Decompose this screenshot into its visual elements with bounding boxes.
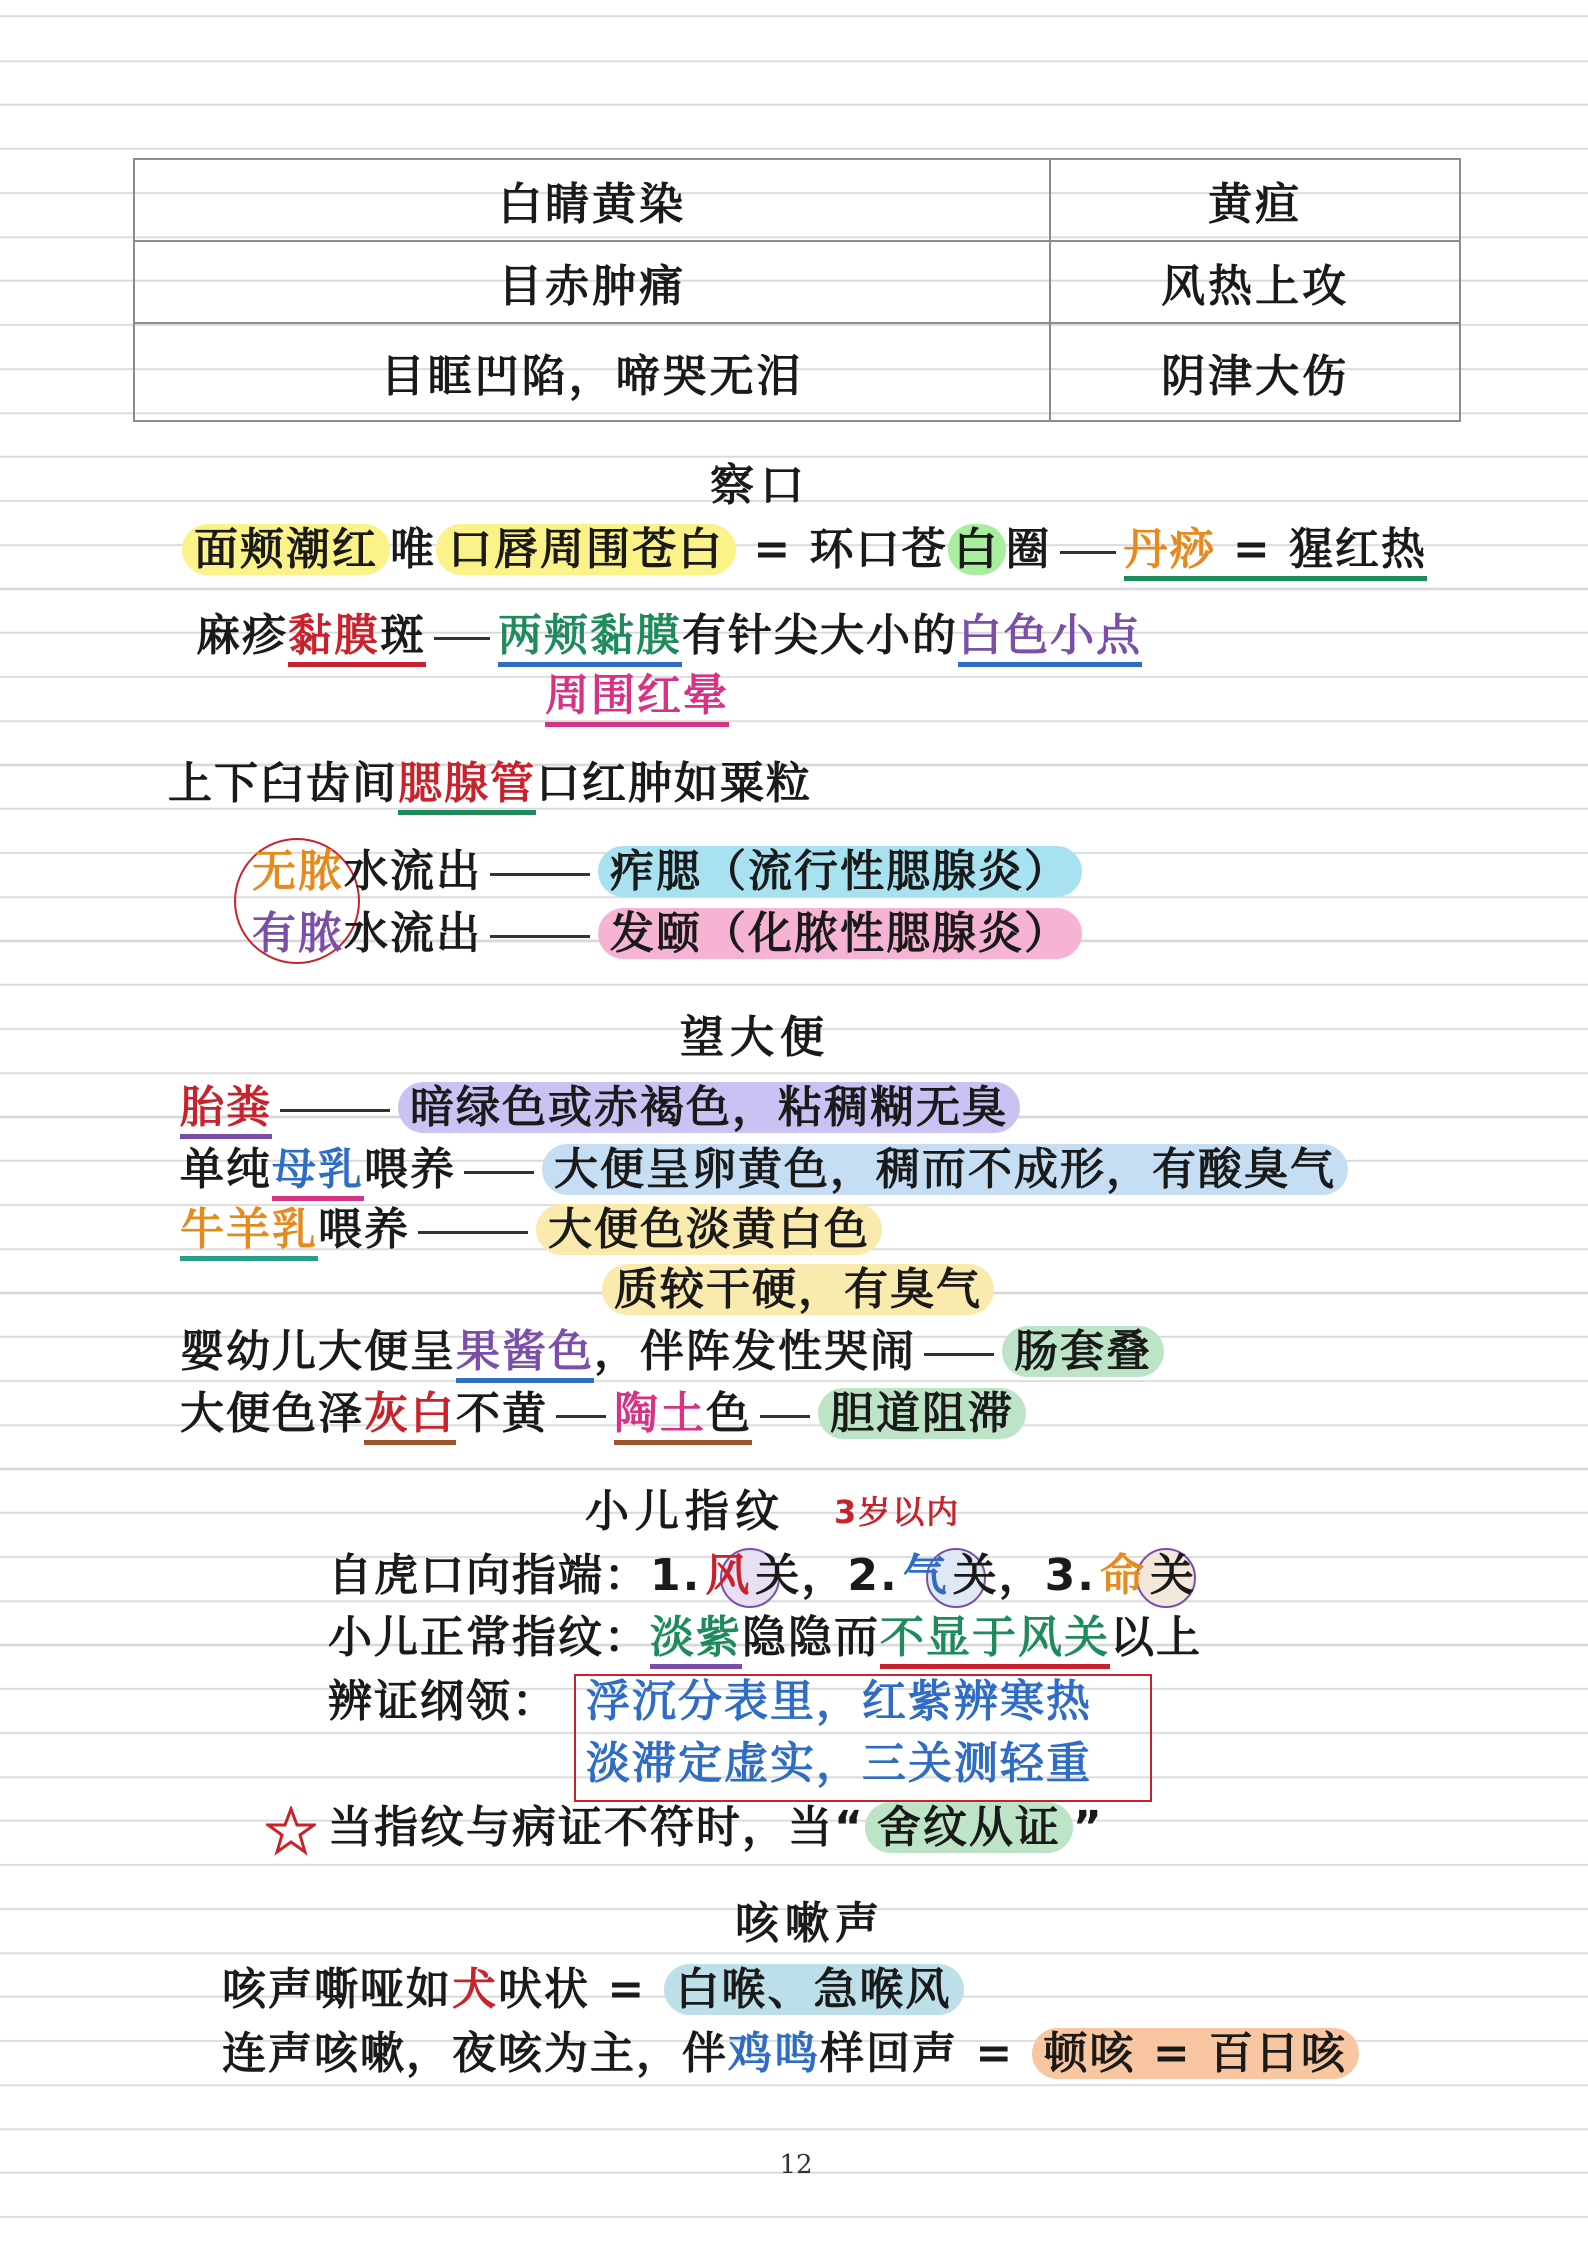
text: 不显于风关 bbox=[880, 1612, 1110, 1669]
text: 关，2. bbox=[755, 1550, 899, 1601]
text: 大便色泽 bbox=[180, 1388, 364, 1439]
dash bbox=[924, 1353, 994, 1356]
page-number: 12 bbox=[779, 2150, 813, 2180]
table-cell: 白睛黄染 bbox=[134, 159, 1050, 241]
highlight: 大便色淡黄白色 bbox=[536, 1204, 882, 1255]
line-mouth-1 bbox=[182, 522, 1427, 578]
highlight: 暗绿色或赤褐色，粘稠糊无臭 bbox=[398, 1082, 1020, 1133]
text: 命 bbox=[1100, 1550, 1147, 1601]
text: 连声咳嗽，夜咳为主，伴 bbox=[222, 2028, 728, 2079]
highlight: 口唇周围苍白 bbox=[436, 524, 736, 575]
text: = 环口苍 bbox=[736, 524, 948, 575]
text: 上下臼齿间 bbox=[168, 758, 398, 809]
text: 两颊黏膜 bbox=[498, 610, 682, 667]
dash bbox=[490, 935, 590, 938]
text: 有脓 bbox=[252, 908, 344, 959]
text: 辨证纲领： bbox=[328, 1676, 558, 1727]
text: 麻疹 bbox=[196, 610, 288, 661]
table-cell: 目眶凹陷，啼哭无泪 bbox=[134, 323, 1050, 421]
text: 单纯 bbox=[180, 1144, 272, 1195]
section-title-cough: 咳嗽声 bbox=[735, 1898, 885, 1949]
star-icon bbox=[266, 1806, 316, 1856]
text: “ bbox=[834, 1802, 865, 1853]
dash bbox=[760, 1415, 810, 1418]
table-row bbox=[134, 241, 1460, 323]
text: 无脓 bbox=[252, 846, 344, 897]
text: 水流出 bbox=[344, 846, 482, 897]
text: 色 bbox=[706, 1388, 752, 1445]
highlight: 质较干硬，有臭气 bbox=[602, 1264, 994, 1315]
text: 白色小点 bbox=[958, 610, 1142, 667]
text: 圈 bbox=[1005, 524, 1052, 575]
line-stool-3 bbox=[180, 1202, 882, 1258]
sign-table bbox=[133, 158, 1461, 422]
text: 小儿正常指纹： bbox=[328, 1612, 650, 1663]
text: 关 bbox=[1150, 1550, 1197, 1601]
highlight: 痄腮（流行性腮腺炎） bbox=[598, 846, 1082, 897]
text: 黏膜 bbox=[288, 610, 380, 667]
text: 牛羊乳 bbox=[180, 1204, 318, 1261]
highlight: 白 bbox=[948, 524, 1006, 575]
line-mouth-2 bbox=[196, 608, 1142, 664]
text: 胎粪 bbox=[180, 1082, 272, 1139]
dash bbox=[418, 1231, 528, 1234]
text: 气 bbox=[902, 1550, 949, 1601]
table-cell: 黄疸 bbox=[1050, 159, 1460, 241]
section-title-fingerprint: 小儿指纹 bbox=[585, 1486, 785, 1537]
text: 口红肿如粟粒 bbox=[536, 758, 812, 809]
highlight: 白喉、急喉风 bbox=[664, 1964, 964, 2015]
line-stool-2 bbox=[180, 1142, 1348, 1198]
text: 喂养 bbox=[318, 1204, 410, 1255]
section-title-stool: 望大便 bbox=[680, 1012, 830, 1063]
dash bbox=[490, 873, 590, 876]
text: 喂养 bbox=[364, 1144, 456, 1195]
highlight: 胆道阻滞 bbox=[818, 1388, 1026, 1439]
text: 以上 bbox=[1110, 1612, 1202, 1663]
text: 鸡鸣 bbox=[728, 2028, 820, 2079]
line-finger-1 bbox=[328, 1548, 1196, 1604]
text: 关，3. bbox=[952, 1550, 1097, 1601]
text: 丹痧 bbox=[1124, 524, 1216, 581]
highlight: 大便呈卵黄色，稠而不成形，有酸臭气 bbox=[542, 1144, 1348, 1195]
text: 陶土 bbox=[614, 1388, 706, 1445]
text: 浮沉分表里，红紫辨寒热 bbox=[586, 1676, 1092, 1727]
text: 唯 bbox=[390, 524, 436, 575]
dash bbox=[434, 637, 490, 640]
text: 咳声嘶哑如 bbox=[222, 1964, 452, 2015]
text: 果酱色 bbox=[456, 1326, 594, 1383]
text: ” bbox=[1072, 1802, 1104, 1853]
line-stool-5 bbox=[180, 1324, 1164, 1380]
line-finger-5 bbox=[328, 1800, 1104, 1856]
age-note: 3岁以内 bbox=[834, 1493, 961, 1531]
text: 母乳 bbox=[272, 1144, 364, 1201]
text: 当指纹与病证不符时，当 bbox=[328, 1802, 834, 1853]
line-stool-4 bbox=[602, 1262, 994, 1318]
table-cell: 目赤肿痛 bbox=[134, 241, 1050, 323]
highlight: 舍纹从证 bbox=[865, 1802, 1073, 1853]
text: 猩红热 bbox=[1289, 524, 1427, 581]
line-finger-4 bbox=[586, 1736, 1092, 1792]
dash bbox=[464, 1171, 534, 1174]
line-stool-6 bbox=[180, 1386, 1026, 1442]
table-cell: 风热上攻 bbox=[1050, 241, 1460, 323]
section-title-mouth: 察口 bbox=[710, 460, 810, 511]
text: 犬 bbox=[452, 1964, 498, 2015]
line-finger-2 bbox=[328, 1610, 1202, 1666]
text: 自虎口向指端：1. bbox=[328, 1550, 702, 1601]
text: 吠状 = bbox=[498, 1964, 664, 2015]
table-cell: 阴津大伤 bbox=[1050, 323, 1460, 421]
text: 隐隐而 bbox=[742, 1612, 880, 1663]
dash bbox=[1060, 551, 1116, 554]
line-stool-1 bbox=[180, 1080, 1020, 1136]
line-finger-3 bbox=[328, 1674, 1092, 1730]
text: = bbox=[1216, 524, 1290, 581]
text: 腮腺管 bbox=[398, 758, 536, 815]
text: 水流出 bbox=[344, 908, 482, 959]
text: ，伴阵发性哭闹 bbox=[594, 1326, 916, 1377]
table-row bbox=[134, 159, 1460, 241]
text: 周围红晕 bbox=[545, 670, 729, 727]
dash bbox=[556, 1415, 606, 1418]
text: 淡紫 bbox=[650, 1612, 742, 1669]
text: 淡滞定虚实，三关测轻重 bbox=[586, 1738, 1092, 1789]
line-parotid-1 bbox=[168, 756, 812, 812]
highlight: 顿咳 = 百日咳 bbox=[1032, 2028, 1360, 2079]
text: 样回声 = bbox=[820, 2028, 1032, 2079]
line-cough-2 bbox=[222, 2026, 1359, 2082]
text: 婴幼儿大便呈 bbox=[180, 1326, 456, 1377]
text: 不黄 bbox=[456, 1388, 548, 1439]
text: 有针尖大小的 bbox=[682, 610, 958, 661]
dash bbox=[280, 1109, 390, 1112]
line-cough-1 bbox=[222, 1962, 964, 2018]
text: 斑 bbox=[380, 610, 426, 667]
table-row bbox=[134, 323, 1460, 421]
highlight: 面颊潮红 bbox=[182, 524, 390, 575]
highlight: 肠套叠 bbox=[1002, 1326, 1164, 1377]
line-mouth-3 bbox=[545, 668, 729, 724]
line-parotid-2 bbox=[252, 844, 1082, 900]
text: 灰白 bbox=[364, 1388, 456, 1445]
highlight: 发颐（化脓性腮腺炎） bbox=[598, 908, 1082, 959]
text: 风 bbox=[705, 1550, 752, 1601]
line-parotid-3 bbox=[252, 906, 1082, 962]
